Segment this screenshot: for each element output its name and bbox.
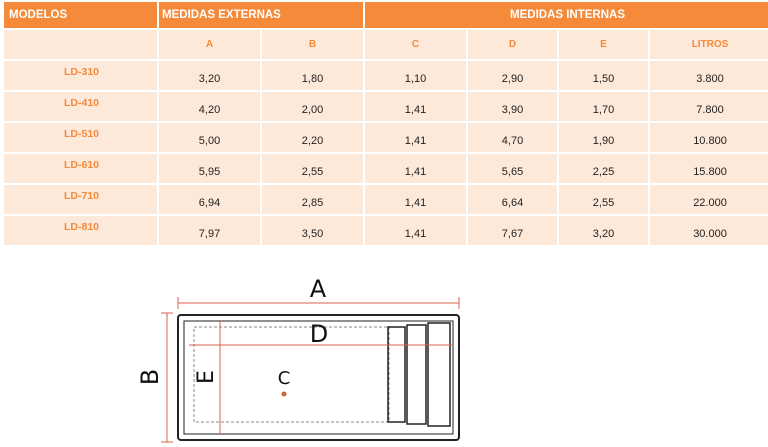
- cell-litros: 30.000: [650, 216, 768, 247]
- model-name: LD-510: [4, 123, 157, 154]
- table-row: [4, 216, 768, 247]
- cell-litros: 15.800: [650, 154, 768, 185]
- subheader-b: B: [262, 30, 363, 61]
- label-b: B: [136, 368, 164, 386]
- drain-point: [282, 392, 287, 397]
- cell-d: 5,65: [468, 154, 557, 185]
- cell-d: 3,90: [468, 92, 557, 123]
- table-row: [4, 154, 768, 185]
- header-row: [4, 2, 768, 30]
- cell-c: 1,41: [365, 216, 466, 247]
- pool-step-3: [428, 323, 450, 426]
- cell-b: 2,20: [262, 123, 363, 154]
- cell-c: 1,41: [365, 92, 466, 123]
- cell-e: 1,90: [559, 123, 648, 154]
- model-name: LD-410: [4, 92, 157, 123]
- cell-c: 1,10: [365, 61, 466, 92]
- table-row: [4, 185, 768, 216]
- cell-litros: 3.800: [650, 61, 768, 92]
- cell-d: 4,70: [468, 123, 557, 154]
- table-row: [4, 61, 768, 92]
- cell-e: 3,20: [559, 216, 648, 247]
- cell-e: 1,50: [559, 61, 648, 92]
- cell-b: 1,80: [262, 61, 363, 92]
- cell-d: 6,64: [468, 185, 557, 216]
- model-name: LD-710: [4, 185, 157, 216]
- cell-c: 1,41: [365, 123, 466, 154]
- model-name: LD-610: [4, 154, 157, 185]
- cell-e: 2,55: [559, 185, 648, 216]
- subheader-a: A: [159, 30, 260, 61]
- cell-litros: 22.000: [650, 185, 768, 216]
- subheader-e: E: [559, 30, 648, 61]
- cell-b: 2,55: [262, 154, 363, 185]
- cell-e: 2,25: [559, 154, 648, 185]
- subheader-blank: [4, 30, 157, 61]
- pool-dimensions-table: [2, 2, 768, 247]
- pool-step-2: [407, 325, 426, 424]
- pool-step-1: [388, 327, 405, 422]
- cell-d: 7,67: [468, 216, 557, 247]
- subheader-litros: LITROS: [650, 30, 768, 61]
- label-d: D: [309, 320, 329, 348]
- pool-diagram: [130, 270, 470, 445]
- subheader-c: C: [365, 30, 466, 61]
- cell-a: 7,97: [159, 216, 260, 247]
- cell-e: 1,70: [559, 92, 648, 123]
- cell-a: 6,94: [159, 185, 260, 216]
- cell-litros: 10.800: [650, 123, 768, 154]
- cell-litros: 7.800: [650, 92, 768, 123]
- label-e: E: [194, 370, 219, 384]
- table-row: [4, 123, 768, 154]
- cell-c: 1,41: [365, 154, 466, 185]
- subheader-d: D: [468, 30, 557, 61]
- cell-a: 5,95: [159, 154, 260, 185]
- header-medidas-externas: MEDIDAS EXTERNAS: [159, 2, 363, 30]
- header-modelos: MODELOS: [4, 2, 157, 30]
- model-name: LD-810: [4, 216, 157, 247]
- cell-d: 2,90: [468, 61, 557, 92]
- cell-b: 2,00: [262, 92, 363, 123]
- cell-b: 3,50: [262, 216, 363, 247]
- header-medidas-internas: MEDIDAS INTERNAS: [365, 2, 768, 30]
- subheader-row: [4, 30, 768, 61]
- cell-a: 3,20: [159, 61, 260, 92]
- label-a: A: [309, 275, 327, 303]
- cell-a: 4,20: [159, 92, 260, 123]
- pool-floor-outline: [194, 327, 389, 422]
- cell-c: 1,41: [365, 185, 466, 216]
- cell-b: 2,85: [262, 185, 363, 216]
- label-c: C: [277, 368, 291, 389]
- table-row: [4, 92, 768, 123]
- model-name: LD-310: [4, 61, 157, 92]
- cell-a: 5,00: [159, 123, 260, 154]
